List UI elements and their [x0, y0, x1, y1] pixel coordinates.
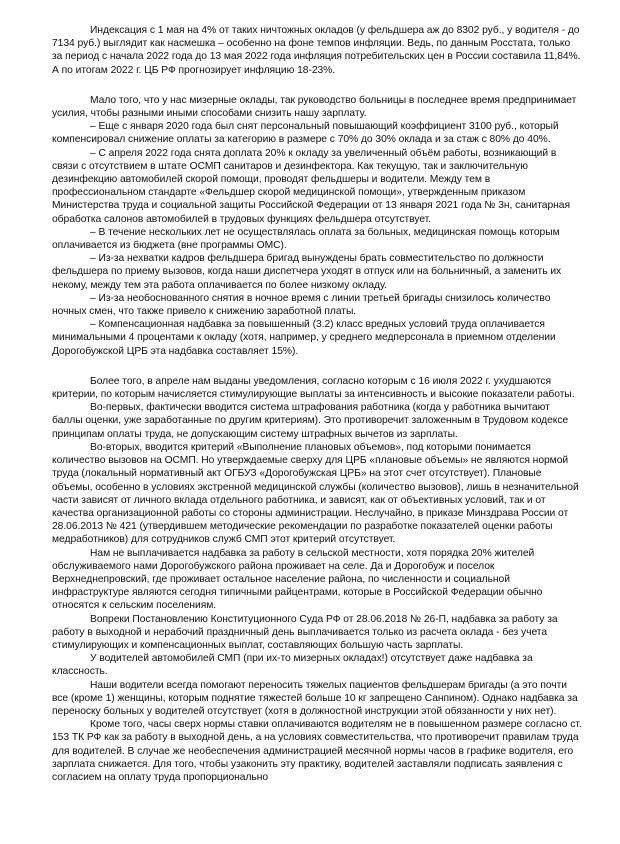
paragraph-overtime: Кроме того, часы сверх нормы ставки оплачиваются водителям не в повышенном размере согласно ст. 153 ТК РФ как за работу в выходной день, а на условиях совместительства, что противоречит правилам труда для водителей. В случае же необеспечения администрацией месячной нормы часов в графике водителя, его зарплата снижается. Для того, чтобы узаконить эту практику, водителей заставляли подписать заявления с согласием на оплату труда пропорционально [52, 719, 582, 783]
paragraph-coefficient: – Еще с января 2020 года был снят персональный повышающий коэффициент 3100 руб., который компенсировал снижение оплаты за категорию в размере с 70% до 30% оклада и за стаж с 80% до 40%. [52, 121, 559, 146]
paragraph-patient-carrying: Наши водители всегда помогают переносить тяжелых пациентов фельдшерам бригады (а это почти все (кроме 1) женщины, которым поднятие тяжестей больше 10 кг запрещено Санпином). Однако надбавка за переноску больных у водителей отсутствует (хотя в должностной инструкции этой обязанности у них нет). [52, 679, 578, 717]
paragraph-gap [52, 358, 582, 375]
paragraph-penalties: Во-первых, фактически вводится система штрафования работника (когда у работника вычитают баллы оценки, уже заработанные по другим критериям). Это противоречит заложенным в Трудовом кодексе принципам оплаты труда, не допускающим систему штрафных вычетов из зарплаты. [52, 402, 569, 440]
paragraph-night-shifts: – Из-за необоснованного снятия в ночное время с линии третьей бригады снизилось количество ночных смен, что также привело к снижению заработной платы. [52, 292, 551, 318]
paragraph-notifications: Более того, в апреле нам выданы уведомления, согласно которым с 16 июля 2022 г. ухудшаются критерии, по которым начисляется стимулирующие выплаты за интенсивность и высокие показатели работы. [52, 375, 575, 401]
paragraph-dispatcher: – Из-за нехватки кадров фельдшера бригад вынуждены брать совместительство по должности фельдшера по приему вызовов, когда наши диспетчера уходят в отпуск или на больничный, а заменить их некому, между тем эта работа оплачивается по более низкому окладу. [52, 253, 562, 291]
paragraph-driver-class: У водителей автомобилей СМП (при их-то мизерных окладах!) отсутствует даже надбавка за классность. [52, 653, 533, 678]
paragraph-disinfection: – С апреля 2022 года снята доплата 20% к окладу за увеличенный объём работы, возникающий в связи с отсутствием в штате ОСМП санитаров и дезинфектора. Как текущую, так и заключительную дезинфекцию автомобилей скорой помощи, проводят фельдшеры и водители. Между тем в профессиональном стандарте «Фельдшер скорой медицинской помощи», утвержденным приказом Министерства труда и социальной защиты Российской Федерации от 13 января 2021 года № 3н, санитарная обработка салонов автомобилей в трудовых функциях фельдшера отсутствует. [52, 147, 570, 225]
paragraph-harmful-conditions: – Компенсационная надбавка за повышенный (3.2) класс вредных условий труда оплачивается минимальными 4 процентами к окладу (хотя, например, у среднего медперсонала в приемном отделении Дорогобужской ЦРБ эта надбавка составляет 15%). [52, 319, 556, 357]
paragraph-salary-reduction: Мало того, что у нас мизерные оклады, так руководство больницы в последнее время предпринимает усилия, чтобы разными иными способами снизить нашу зарплату. [52, 94, 577, 120]
paragraph-indexation: Индексация с 1 мая на 4% от таких ничтожных окладов (у фельдшера аж до 8302 руб., у водителя - до 7134 руб.) выглядит как насмешка – особенно на фоне темпов инфляции. Ведь, по данным Росстата, только за период с начала 2022 года до 13 мая 2022 года инфляция потребительских цен в России составила 11,84%. А по итогам 2022 г. ЦБ РФ прогнозирует инфляцию 18-23%. [52, 25, 581, 76]
paragraph-budget-patients: – В течение нескольких лет не осуществлялась оплата за больных, медицинская помощь которым оплачивается из бюджета (вне программы ОМС). [52, 226, 560, 252]
paragraph-weekend-pay: Вопреки Постановлению Конституционного Суда РФ от 28.06.2018 № 26-П, надбавка за работу за работу в выходной и нерабочий праздничный день выплачивается только из расчета оклада - без учета стимулирующих и компенсационных выплат, составляющих большую часть зарплаты. [52, 613, 558, 651]
paragraph-rural: Нам не выплачивается надбавка за работу в сельской местности, хотя порядка 20% жителей обслуживаемого нами Дорогобужского района проживает на селе. Да и Дорогобуж и поселок Верхнеднепровский, где проживает остальное население района, по численности и социальной инфраструктуре являются сегодня типичными райцентрами, которые в Российской Федерации обычно относятся к сельским поселениям. [52, 547, 543, 612]
paragraph-gap [52, 77, 582, 94]
paragraph-planned-volumes: Во-вторых, вводится критерий «Выполнение плановых объемов», под которыми понимается количество вызовов на ОСМП. Но утверждаемые сверху для ЦРБ «плановые объемы» не являются нормой труда (локальный нормативный акт ОГБУЗ «Дорогобужская ЦРБ» на этот счет отсутствует). Плановые объемы, особенно в условиях экстренной медицинской службы (количество вызовов), лишь в незначительной части зависят от личного вклада отдельного работника, и зависят, как от объективных условий, так и от качества организационной работы со стороны администрации. Неслучайно, в приказе Минздрава России от 28.06.2013 № 421 (утвердившем методические рекомендации по разработке показателей оценки работы медработников) для сотрудников служб СМП этот критерий отсутствует. [52, 441, 579, 546]
